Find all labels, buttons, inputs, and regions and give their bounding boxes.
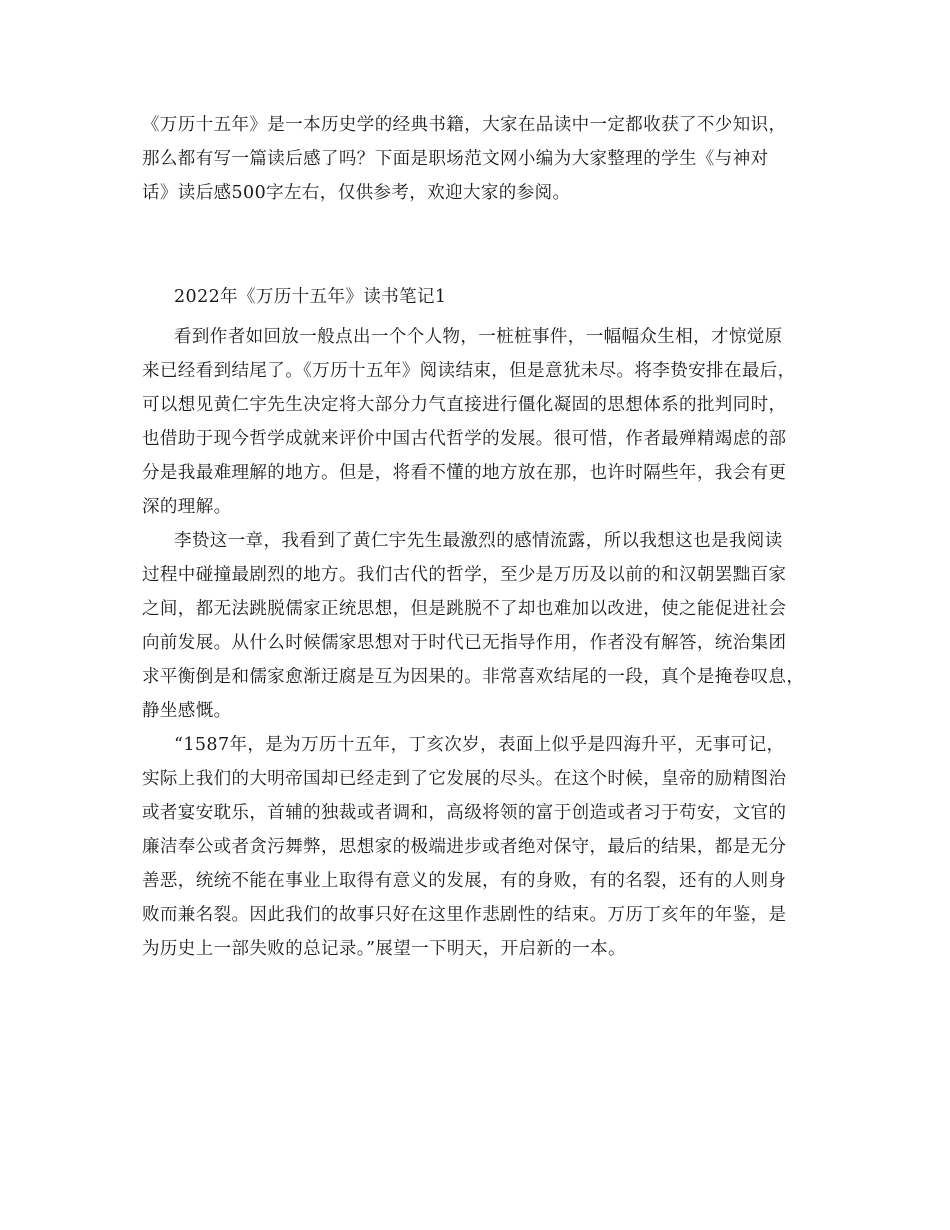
paragraph-line: 看到作者如回放一般点出一个个人物，一桩桩事件，一幅幅众生相，才惊觉原: [174, 327, 783, 347]
paragraph-line: 李贽这一章，我看到了黄仁宇先生最激烈的感情流露，所以我想这也是我阅读: [174, 531, 783, 551]
paragraph-line: 为历史上一部失败的总记录。”展望一下明天，开启新的一本。: [142, 939, 626, 959]
intro-line: 《万历十五年》是一本历史学的经典书籍，大家在品读中一定都收获了不少知识，: [142, 115, 787, 135]
paragraph-line: 向前发展。从什么时候儒家思想对于时代已无指导作用，作者没有解答，统治集团: [142, 633, 787, 653]
paragraph-1: [142, 320, 832, 524]
paragraph-line: 求平衡倒是和儒家愈渐迂腐是互为因果的。非常喜欢结尾的一段，真个是掩卷叹息，: [142, 667, 805, 687]
paragraph-2: [142, 524, 832, 728]
section-title: 2022年《万历十五年》读书笔记1: [174, 287, 447, 307]
paragraph-line: 或者宴安耽乐，首辅的独裁或者调和，高级将领的富于创造或者习于苟安，文官的: [142, 803, 787, 823]
paragraph-line: 也借助于现今哲学成就来评价中国古代哲学的发展。很可惜，作者最殚精竭虑的部: [142, 429, 787, 449]
paragraph-line: “1587年，是为万历十五年，丁亥次岁，表面上似乎是四海升平，无事可记，: [174, 735, 785, 755]
paragraph-line: 静坐感慨。: [142, 701, 232, 721]
paragraph-line: 可以想见黄仁宇先生决定将大部分力气直接进行僵化凝固的思想体系的批判同时，: [142, 395, 787, 415]
paragraph-line: 败而兼名裂。因此我们的故事只好在这里作悲剧性的结束。万历丁亥年的年鉴，是: [142, 905, 787, 925]
paragraph-line: 廉洁奉公或者贪污舞弊，思想家的极端进步或者绝对保守，最后的结果，都是无分: [142, 837, 787, 857]
paragraph-3: [142, 728, 832, 966]
paragraph-line: 实际上我们的大明帝国却已经走到了它发展的尽头。在这个时候，皇帝的励精图治: [142, 769, 787, 789]
intro-paragraph: [142, 108, 832, 210]
paragraph-line: 分是我最难理解的地方。但是，将看不懂的地方放在那，也许时隔些年，我会有更: [142, 463, 787, 483]
paragraph-line: 来已经看到结尾了。《万历十五年》阅读结束，但是意犹未尽。将李贽安排在最后，: [142, 361, 796, 381]
paragraph-line: 深的理解。: [142, 497, 232, 517]
paragraph-line: 之间，都无法跳脱儒家正统思想，但是跳脱不了却也难加以改进，使之能促进社会: [142, 599, 787, 619]
section-heading: [174, 280, 814, 314]
paragraph-line: 善恶，统统不能在事业上取得有意义的发展，有的身败，有的名裂，还有的人则身: [142, 871, 787, 891]
intro-line: 那么都有写一篇读后感了吗？下面是职场范文网小编为大家整理的学生《与神对: [142, 149, 769, 169]
intro-line: 话》读后感500字左右，仅供参考，欢迎大家的参阅。: [142, 183, 571, 203]
article-body: [142, 320, 832, 966]
paragraph-line: 过程中碰撞最剧烈的地方。我们古代的哲学，至少是万历及以前的和汉朝罢黜百家: [142, 565, 787, 585]
